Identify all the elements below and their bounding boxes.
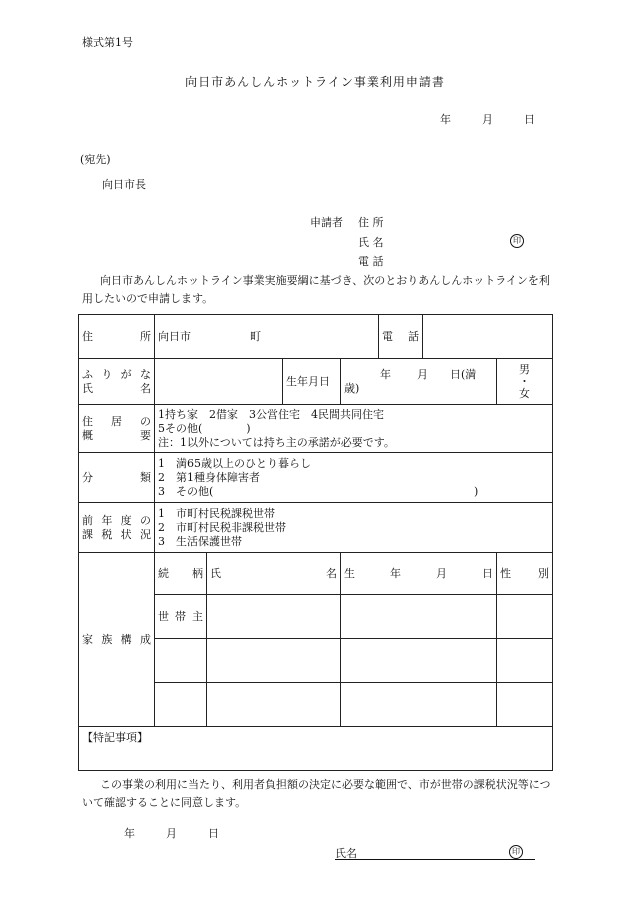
birth-label: 生年月日 <box>283 359 341 405</box>
form-number: 様式第1号 <box>82 36 133 49</box>
furigana-name-label: ふ り が な 氏 名 <box>79 359 155 405</box>
applicant-phone-label: 電 話 <box>358 255 384 268</box>
signature-seal-mark: 印 <box>509 845 523 859</box>
name-field[interactable] <box>155 359 283 405</box>
special-notes-label: 【特記事項】 <box>82 731 148 744</box>
category-label: 分 類 <box>82 470 151 484</box>
consent-paragraph: この事業の利用に当たり、利用者負担額の決定に必要な範囲で、市が世帯の課税状況等について確認することに同意します。 <box>82 778 551 809</box>
signature-name-field[interactable] <box>335 845 535 860</box>
family-label: 家 族 構 成 <box>79 553 155 727</box>
tax-status-label: 前 年 度 の 課 税 状 況 <box>79 503 155 553</box>
category-options[interactable]: 1 満65歳以上のひとり暮らし 2 第1種身体障害者 3 その他( ) <box>155 453 553 503</box>
residence-options[interactable]: 1持ち家 2借家 3公営住宅 4民間共同住宅 5その他( ) 注：1以外については持ち主の承諾が必要です。 <box>155 405 553 453</box>
addressee: 向日市長 <box>102 178 146 191</box>
address-label: 住 所 <box>82 329 151 343</box>
applicant-address-label: 住 所 <box>358 216 384 229</box>
residence-label: 住 居 の 概 要 <box>79 405 155 453</box>
family-name-header: 氏 名 <box>210 566 337 580</box>
family-row-birth[interactable] <box>341 639 497 683</box>
applicant-label: 申請者 <box>310 216 343 229</box>
address-field[interactable]: 向日市 町 <box>155 315 379 359</box>
phone-label: 電 話 <box>382 329 419 343</box>
special-notes-field[interactable] <box>79 727 553 771</box>
family-sex-header: 性 別 <box>500 566 549 580</box>
consent-date[interactable]: 年 月 日 <box>124 827 219 840</box>
family-row-sex[interactable] <box>497 683 553 727</box>
family-birth-header: 生 年 月 日 <box>344 566 493 580</box>
addressee-label: (宛先) <box>80 153 111 166</box>
family-row[interactable] <box>207 683 341 727</box>
month-label: 月 <box>482 113 493 126</box>
application-date[interactable] <box>440 111 535 127</box>
phone-field[interactable] <box>423 315 553 359</box>
householder-label: 世 帯 主 <box>158 609 203 623</box>
family-row-relation[interactable] <box>155 683 207 727</box>
application-table <box>78 314 553 771</box>
seal-mark: 印 <box>510 233 524 248</box>
year-label: 年 <box>440 113 451 126</box>
family-row-birth[interactable] <box>341 595 497 639</box>
relation-header: 続 柄 <box>158 566 203 580</box>
family-row-sex[interactable] <box>497 639 553 683</box>
family-row[interactable] <box>207 595 341 639</box>
birth-field[interactable]: 年 月 日(満歳) <box>341 359 497 405</box>
sex-field[interactable]: 男 ・ 女 <box>497 359 553 405</box>
document-title: 向日市あんしんホットライン事業利用申請書 <box>185 75 445 89</box>
applicant-name-label: 氏 名 <box>358 236 384 249</box>
tax-status-options[interactable]: 1 市町村民税課税世帯 2 市町村民税非課税世帯 3 生活保護世帯 <box>155 503 553 553</box>
family-row-birth[interactable] <box>341 683 497 727</box>
family-row-relation[interactable] <box>155 639 207 683</box>
signature-name-label: 氏名 <box>335 847 357 860</box>
day-label: 日 <box>524 113 535 126</box>
family-row[interactable] <box>207 639 341 683</box>
intro-paragraph: 向日市あんしんホットライン事業実施要綱に基づき、次のとおりあんしんホットラインを利用したいので申請します。 <box>82 274 550 305</box>
family-row-sex[interactable] <box>497 595 553 639</box>
